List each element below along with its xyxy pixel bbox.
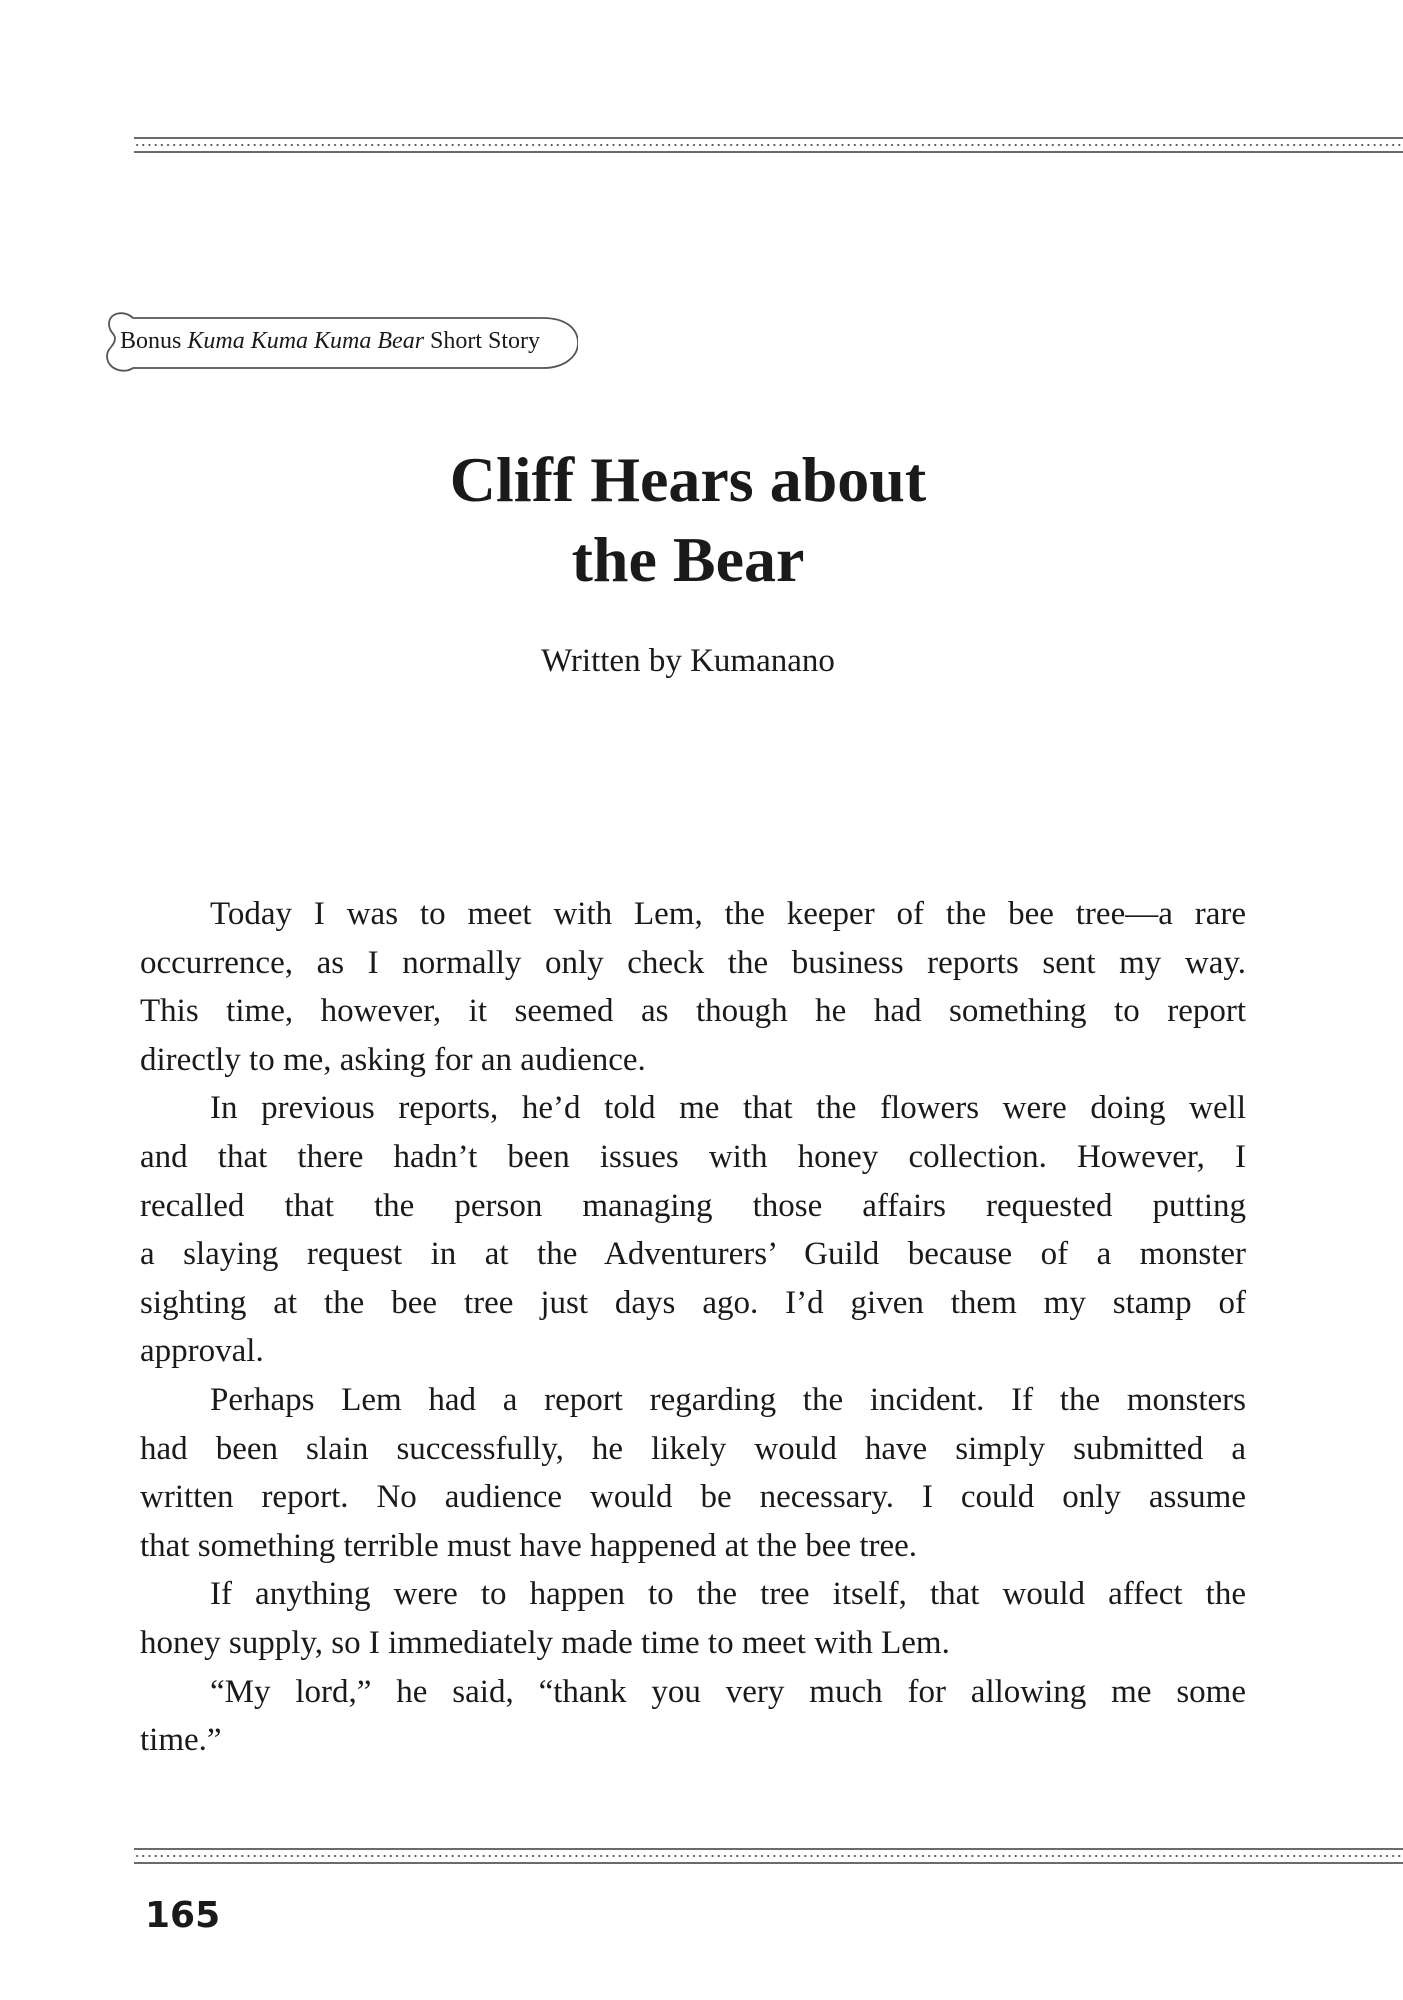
paragraph xyxy=(140,1084,1246,1376)
author-byline: Written by Kumanano xyxy=(541,643,835,679)
footer-decorative-rule xyxy=(134,1848,1403,1864)
text-line: had been slain successfully, he likely would have simply submitted a xyxy=(140,1430,1246,1467)
text-line: Today I was to meet with Lem, the keeper of the bee tree—a rare xyxy=(210,896,1246,932)
text-line: occurrence, as I normally only check the business reports sent my way. xyxy=(140,944,1246,981)
text-line: In previous reports, he’d told me that the flowers were doing well xyxy=(210,1090,1246,1127)
text-line: and that there hadn’t been issues with honey collection. However, I xyxy=(140,1138,1246,1175)
paragraph xyxy=(140,1668,1246,1765)
chapter-title: Cliff Hears about the Bear xyxy=(449,444,927,595)
story-body xyxy=(140,890,1246,1765)
text-line: sighting at the bee tree just days ago. I’d given them my stamp of xyxy=(140,1284,1246,1321)
text-line: that something terrible must have happened at the bee tree. xyxy=(140,1527,918,1564)
text-line: written report. No audience would be necessary. I could only assume xyxy=(140,1479,1246,1516)
paragraph xyxy=(140,890,1246,1084)
story-label: Bonus Kuma Kuma Kuma Bear Short Story xyxy=(120,328,541,354)
text-line: directly to me, asking for an audience. xyxy=(140,1041,646,1078)
text-line: Perhaps Lem had a report regarding the incident. If the monsters xyxy=(210,1381,1246,1418)
text-line: This time, however, it seemed as though he had something to report xyxy=(140,993,1246,1030)
paragraph xyxy=(140,1376,1246,1570)
text-line: a slaying request in at the Adventurers’ Guild because of a monster xyxy=(140,1236,1246,1273)
page-number: 165 xyxy=(145,1895,221,1936)
text-line: recalled that the person managing those affairs requested putting xyxy=(140,1187,1246,1224)
text-line: If anything were to happen to the tree itself, that would affect the xyxy=(210,1576,1246,1613)
text-line: approval. xyxy=(140,1333,264,1370)
story-label-tab xyxy=(103,312,578,374)
text-line: “My lord,” he said, “thank you very much for allowing me some xyxy=(210,1673,1246,1710)
text-line: time.” xyxy=(140,1722,222,1759)
header-decorative-rule xyxy=(134,137,1403,153)
text-line: honey supply, so I immediately made time to meet with Lem. xyxy=(140,1624,950,1661)
paragraph xyxy=(140,1570,1246,1667)
